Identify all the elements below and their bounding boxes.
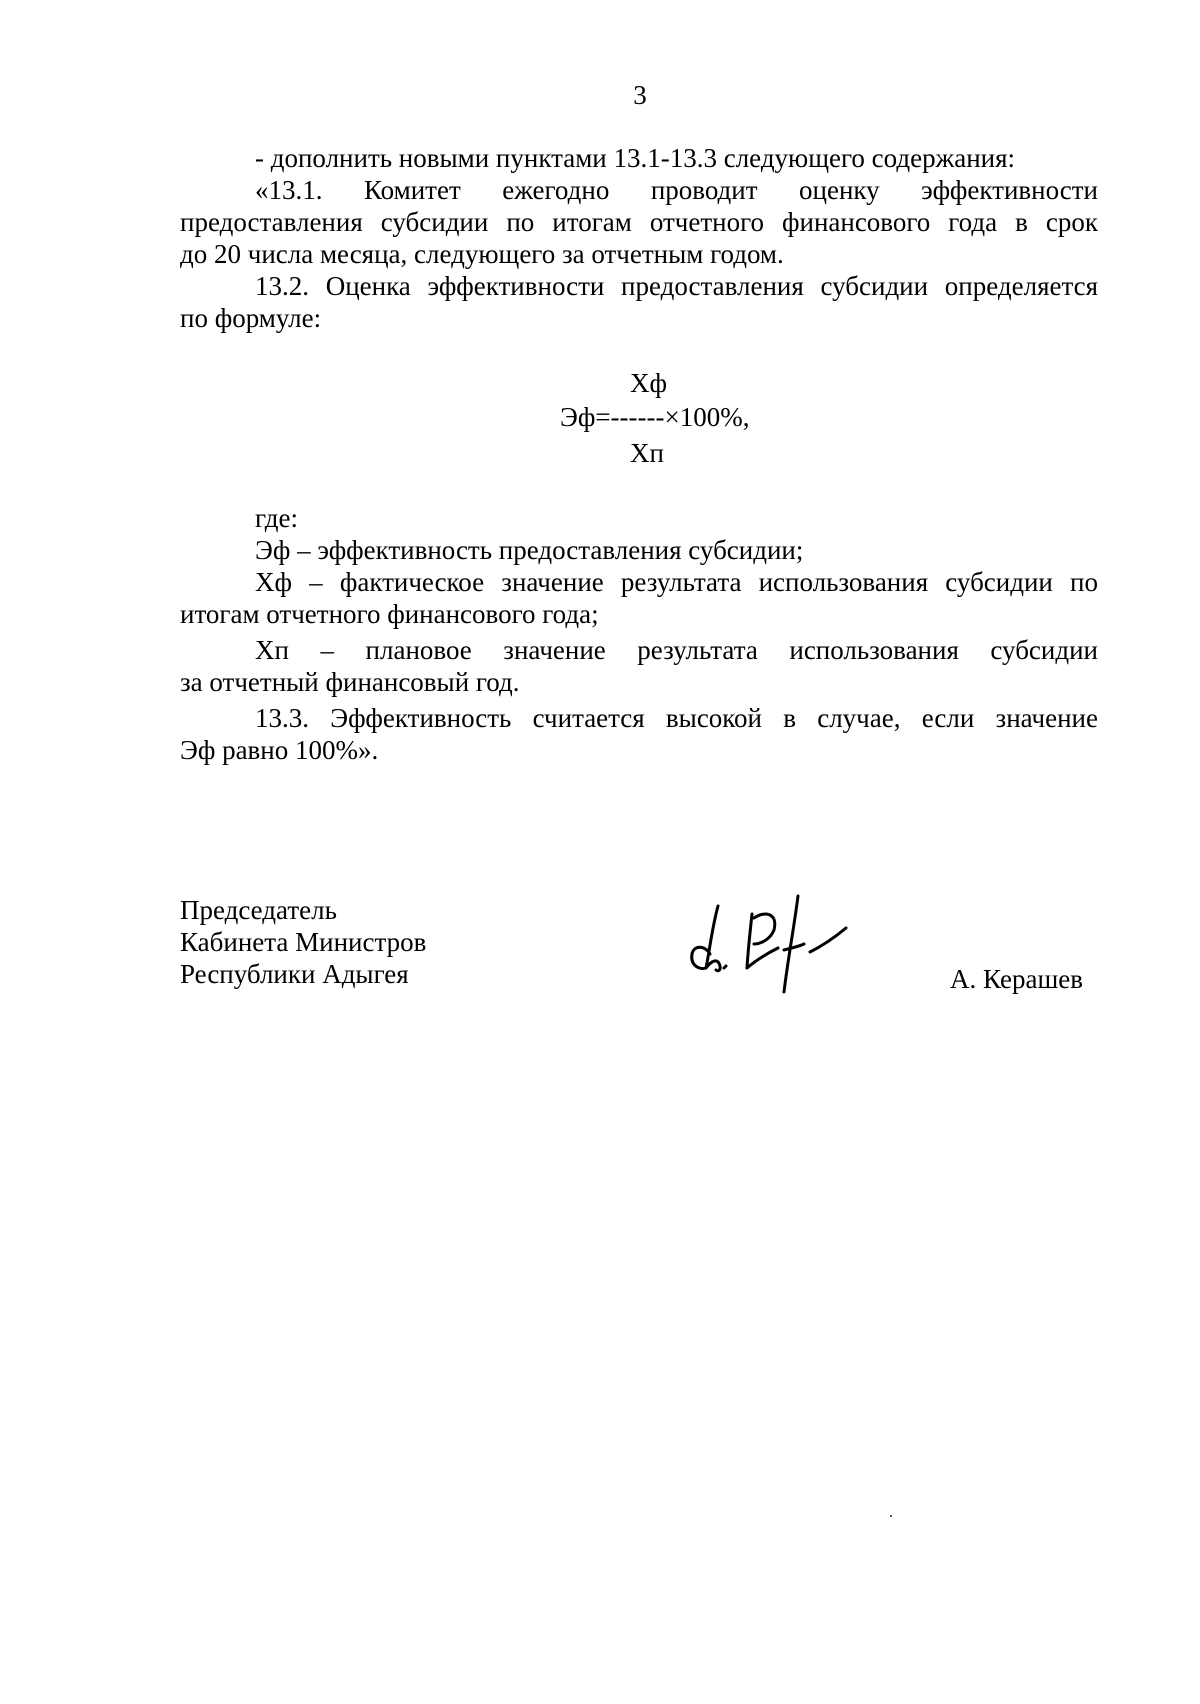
handwritten-signature xyxy=(680,888,880,998)
scan-speck xyxy=(890,1515,892,1517)
body-line-1: - дополнить новыми пунктами 13.1-13.3 следующего содержания: xyxy=(255,143,1016,173)
definition-xp-line-2: за отчетный финансовый год. xyxy=(180,667,520,697)
body-line-2: «13.1. Комитет ежегодно проводит оценку эффективности xyxy=(255,175,1098,205)
signatory-title-line-1: Председатель xyxy=(180,895,337,925)
body-line-5: 13.2. Оценка эффективности предоставления субсидии определяется xyxy=(255,271,1098,301)
signatory-title-line-3: Республики Адыгея xyxy=(180,959,409,989)
definition-xf-line-2: итогам отчетного финансового года; xyxy=(180,599,599,629)
page-number: 3 xyxy=(633,80,647,110)
body-line-4: до 20 числа месяца, следующего за отчетным годом. xyxy=(180,239,784,269)
signatory-name: А. Керашев xyxy=(950,964,1083,994)
formula-main: Эф=------×100%, xyxy=(560,402,750,432)
formula xyxy=(560,368,820,478)
body-line-3: предоставления субсидии по итогам отчетного финансового года в срок xyxy=(180,207,1098,237)
definitions-intro: где: xyxy=(255,503,298,533)
definition-ef: Эф – эффективность предоставления субсидии; xyxy=(255,535,804,565)
paragraph-13-3-line-2: Эф равно 100%». xyxy=(180,735,379,765)
signatory-title-line-2: Кабинета Министров xyxy=(180,927,427,957)
definition-xf-line-1: Хф – фактическое значение результата использования субсидии по xyxy=(255,567,1098,597)
formula-denominator: Хп xyxy=(630,438,664,468)
body-line-6: по формуле: xyxy=(180,303,322,333)
paragraph-13-3-line-1: 13.3. Эффективность считается высокой в случае, если значение xyxy=(255,703,1098,733)
formula-numerator: Хф xyxy=(630,368,667,398)
definition-xp-line-1: Хп – плановое значение результата использования субсидии xyxy=(255,635,1098,665)
